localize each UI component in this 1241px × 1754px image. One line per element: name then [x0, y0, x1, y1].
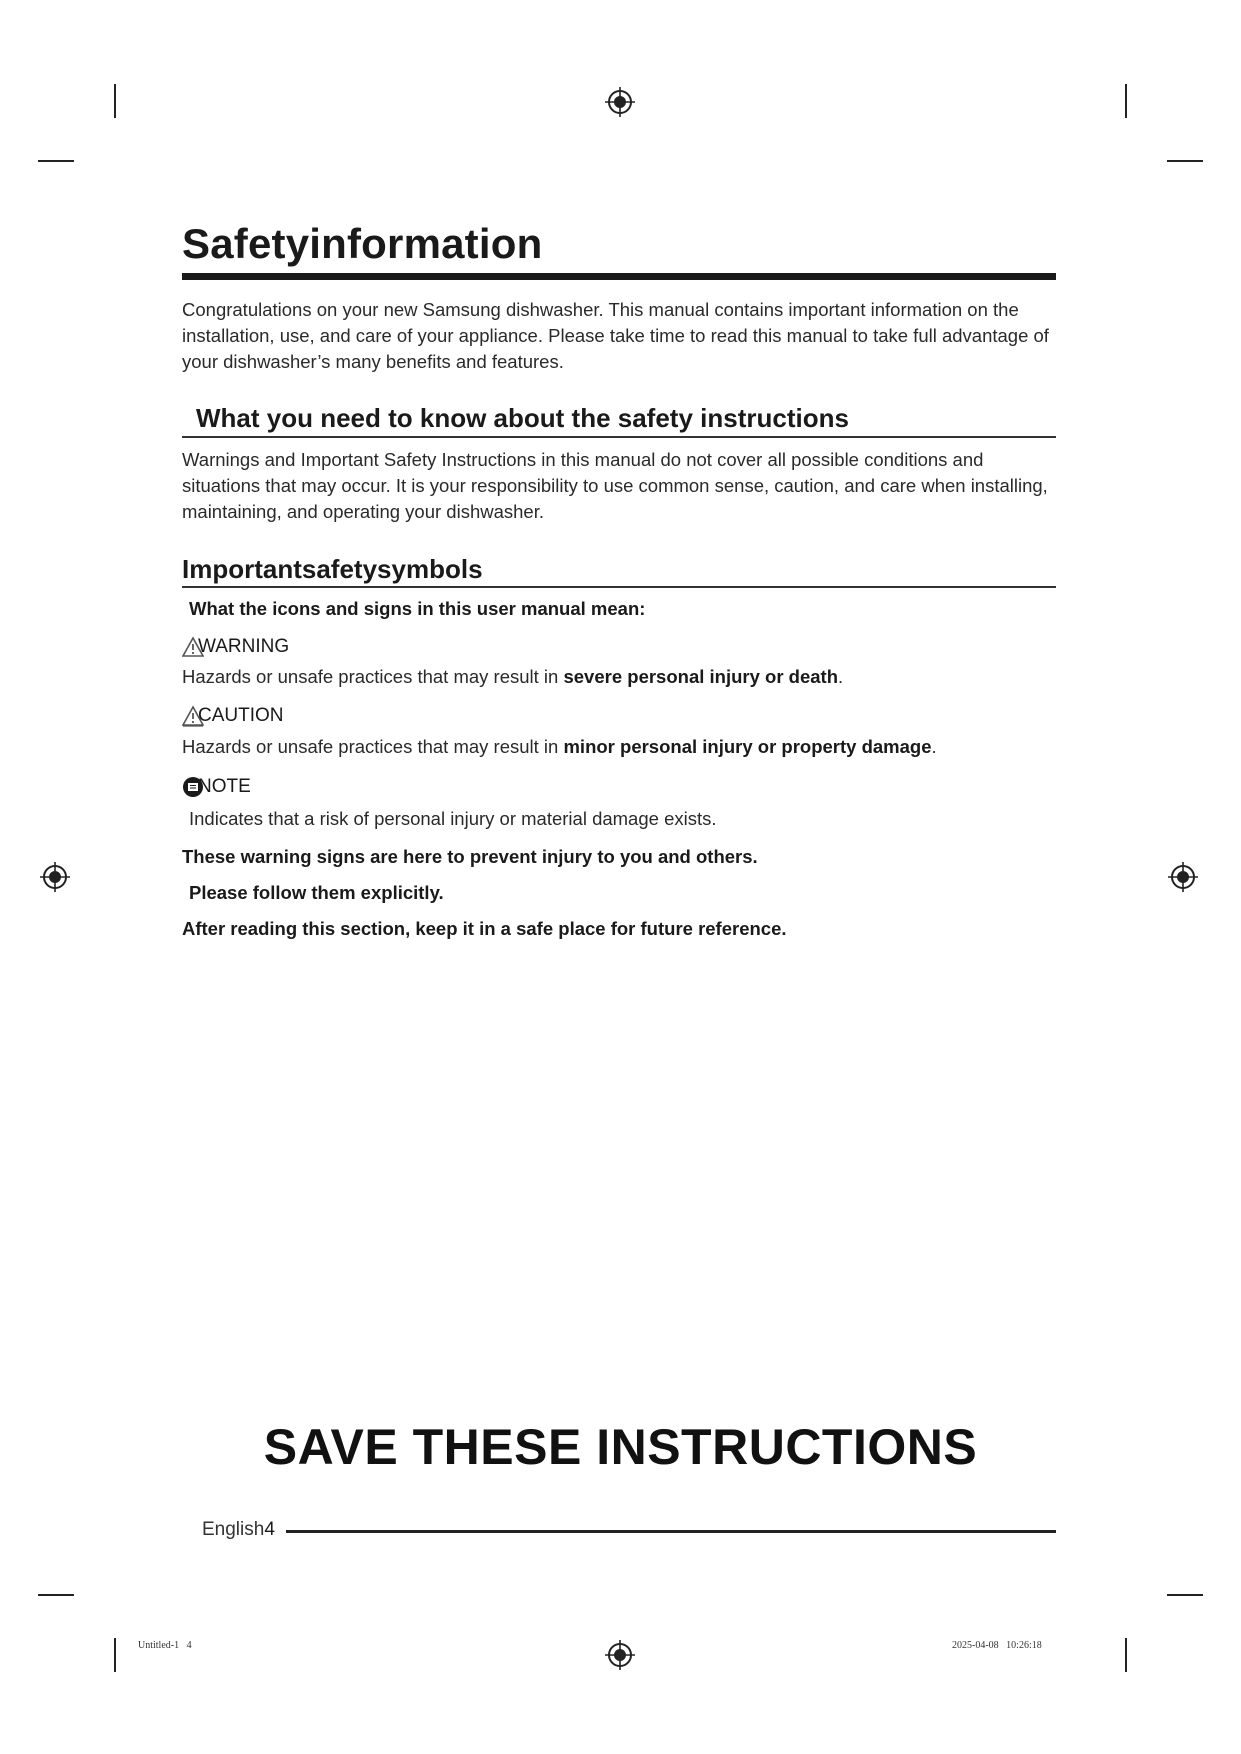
- crop-mark-bottom-right: [1125, 1638, 1127, 1672]
- crop-mark-right-upper: [1167, 160, 1203, 162]
- note-label-row: [182, 775, 251, 804]
- section-heading-symbols: Importantsafetysymbols: [182, 554, 483, 584]
- crop-mark-bottom-left: [114, 1638, 116, 1672]
- footer-language: English: [202, 1519, 265, 1540]
- caution-text: Hazards or unsafe practices that may result in: [182, 736, 564, 757]
- section-rule: [182, 586, 1056, 588]
- caution-text-emphasis: minor personal injury or property damage: [563, 736, 932, 757]
- crop-mark-top-left: [114, 84, 116, 118]
- footer-page-label: [202, 1519, 275, 1541]
- registration-mark-icon: [605, 87, 635, 117]
- warning-text-emphasis: severe personal injury or death: [563, 666, 839, 687]
- signs-line-2: Please follow them explicitly.: [189, 882, 444, 903]
- registration-mark-icon: [1168, 862, 1198, 892]
- footer-rule: [286, 1530, 1056, 1533]
- page-title: Safetyinformation: [182, 220, 543, 267]
- warning-label-row: [182, 635, 289, 664]
- registration-mark-icon: [40, 862, 70, 892]
- warning-description: Hazards or unsafe practices that may result in severe personal injury or death.: [182, 666, 844, 687]
- signs-line-3: After reading this section, keep it in a safe place for future reference.: [182, 918, 787, 939]
- print-slug-right: 2025-04-08 10:26:18: [952, 1640, 1042, 1651]
- caution-label-row: [182, 704, 284, 733]
- signs-line-1: These warning signs are here to prevent injury to you and others.: [182, 846, 758, 867]
- know-paragraph: Warnings and Important Safety Instructions in this manual do not cover all possible conditions and situations that may occur. It is your responsibility to use common sense, caution, and care when installing, maintaining, and operating your dishwasher.: [182, 449, 1048, 522]
- section-heading-know: What you need to know about the safety instructions: [196, 403, 849, 433]
- note-description: Indicates that a risk of personal injury or material damage exists.: [189, 808, 717, 829]
- symbols-intro: What the icons and signs in this user manual mean:: [189, 598, 646, 619]
- caution-description: Hazards or unsafe practices that may result in minor personal injury or property damage.: [182, 736, 937, 757]
- crop-mark-left-upper: [38, 160, 74, 162]
- crop-mark-right-lower: [1167, 1594, 1203, 1596]
- crop-mark-left-lower: [38, 1594, 74, 1596]
- section-rule: [182, 436, 1056, 438]
- caution-label: CAUTION: [198, 705, 284, 726]
- note-label: NOTE: [198, 776, 251, 797]
- registration-mark-icon: [605, 1640, 635, 1670]
- print-slug-left: Untitled-1 4: [138, 1640, 192, 1651]
- intro-paragraph: Congratulations on your new Samsung dishwasher. This manual contains important information on the installation, use, and care of your appliance. Please take time to read this manual to take full advantage of your dishwasher’s many benefits and features.: [182, 299, 1049, 372]
- warning-label: WARNING: [198, 636, 290, 657]
- footer-page-number: 4: [264, 1519, 275, 1540]
- save-instructions-banner: SAVE THESE INSTRUCTIONS: [263, 1419, 978, 1475]
- title-rule: [182, 273, 1056, 280]
- warning-text: Hazards or unsafe practices that may result in: [182, 666, 564, 687]
- crop-mark-top-right: [1125, 84, 1127, 118]
